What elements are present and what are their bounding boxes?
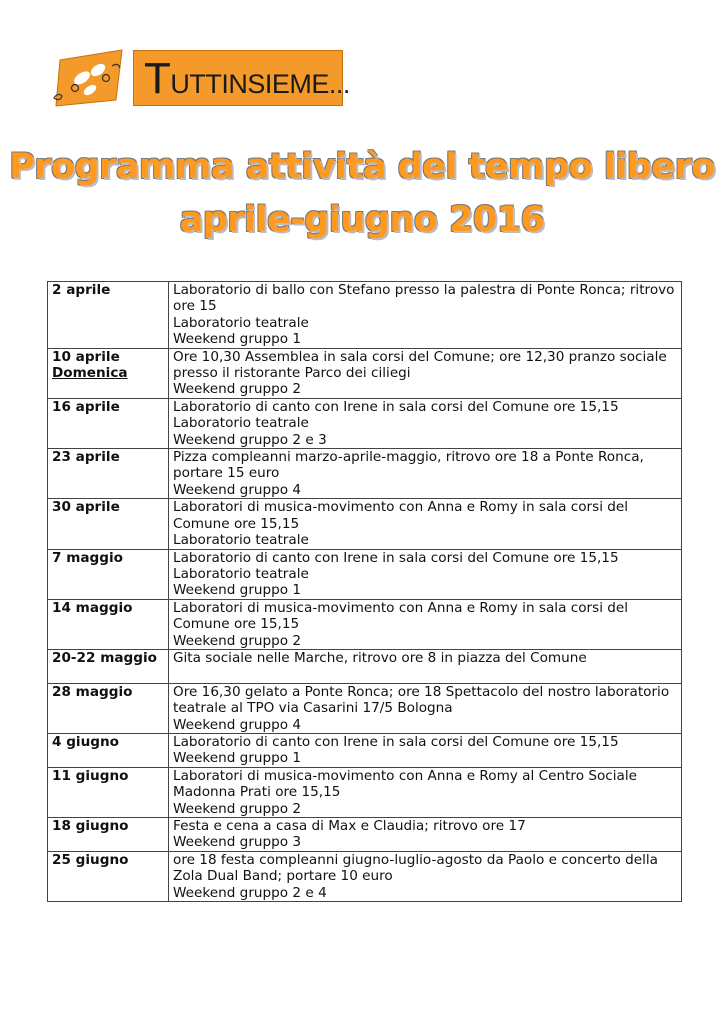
activity-line: portare 15 euro — [173, 465, 280, 482]
date-cell — [48, 348, 169, 398]
activity-line: Festa e cena a casa di Max e Claudia; ritrovo ore 17 — [173, 818, 526, 834]
activity-line: ore 18 festa compleanni giugno-luglio-agosto da Paolo e concerto della — [173, 851, 658, 868]
date-label: 28 maggio — [52, 683, 133, 700]
activity-cell — [169, 449, 682, 499]
schedule-table — [47, 281, 682, 902]
date-cell — [48, 499, 169, 549]
activity-cell — [169, 851, 682, 901]
date-cell — [48, 851, 169, 901]
date-label: 18 giugno — [52, 818, 129, 834]
activity-line: Ore 10,30 Assemblea in sala corsi del Comune; ore 12,30 pranzo sociale — [173, 348, 667, 365]
table-row — [48, 767, 682, 817]
activity-cell — [169, 683, 682, 733]
date-cell — [48, 282, 169, 349]
activity-cell — [169, 818, 682, 852]
activity-line: Laboratori di musica-movimento con Anna e Romy al Centro Sociale — [173, 767, 637, 784]
activity-line: Weekend gruppo 4 — [173, 481, 302, 498]
date-cell — [48, 767, 169, 817]
activity-line: Laboratorio di canto con Irene in sala corsi del Comune ore 15,15 — [173, 398, 619, 415]
table-row — [48, 818, 682, 852]
table-row — [48, 649, 682, 683]
table-row — [48, 549, 682, 599]
activity-cell — [169, 282, 682, 349]
activity-line: Weekend gruppo 1 — [173, 750, 302, 767]
date-label: 2 aprile — [52, 282, 111, 298]
activity-cell — [169, 398, 682, 448]
date-label: 16 aprile — [52, 398, 120, 415]
table-row — [48, 851, 682, 901]
logo-wordmark — [144, 54, 350, 104]
date-label: 25 giugno — [52, 851, 129, 868]
table-row — [48, 282, 682, 349]
activity-line: Weekend gruppo 2 — [173, 800, 302, 817]
date-cell — [48, 733, 169, 767]
activity-line: Comune ore 15,15 — [173, 616, 300, 633]
activity-line: Laboratorio di canto con Irene in sala corsi del Comune ore 15,15 — [173, 733, 619, 750]
activity-line: Weekend gruppo 2 e 3 — [173, 431, 327, 448]
activity-line: Laboratorio teatrale — [173, 415, 309, 432]
activity-cell — [169, 649, 682, 683]
date-cell — [48, 683, 169, 733]
activity-line: Madonna Prati ore 15,15 — [173, 784, 341, 801]
activity-line: Laboratori di musica-movimento con Anna e Romy in sala corsi del — [173, 499, 629, 516]
people-holding-hands-icon — [46, 48, 126, 108]
date-label: 14 maggio — [52, 599, 133, 616]
activity-line: Weekend gruppo 1 — [173, 331, 302, 348]
activity-line: Zola Dual Band; portare 10 euro — [173, 868, 393, 885]
page-title-line-2: aprile-giugno 2016 — [179, 200, 545, 240]
date-label: 11 giugno — [52, 767, 129, 784]
activity-line: Ore 16,30 gelato a Ponte Ronca; ore 18 Spettacolo del nostro laboratorio — [173, 683, 670, 700]
activity-cell — [169, 549, 682, 599]
activity-line: Weekend gruppo 2 — [173, 381, 302, 398]
activity-cell — [169, 733, 682, 767]
table-row — [48, 348, 682, 398]
date-label: 20-22 maggio — [52, 649, 158, 666]
table-row — [48, 449, 682, 499]
header-logo — [46, 48, 350, 112]
activity-line: Laboratorio di canto con Irene in sala corsi del Comune ore 15,15 — [173, 549, 619, 566]
activity-cell — [169, 499, 682, 549]
date-label: 23 aprile — [52, 449, 120, 466]
activity-line: Comune ore 15,15 — [173, 515, 300, 532]
activity-line: Pizza compleanni marzo-aprile-maggio, ritrovo ore 18 a Ponte Ronca, — [173, 449, 644, 466]
date-cell — [48, 398, 169, 448]
date-label: 7 maggio — [52, 549, 123, 566]
page-title-line-1: Programma attività del tempo libero — [9, 147, 715, 187]
date-label: 30 aprile — [52, 499, 120, 516]
date-cell — [48, 449, 169, 499]
activity-line: Gita sociale nelle Marche, ritrovo ore 8 in piazza del Comune — [173, 649, 587, 666]
date-cell — [48, 649, 169, 683]
date-cell — [48, 599, 169, 649]
logo-initial: T — [144, 54, 171, 103]
date-cell — [48, 818, 169, 852]
activity-cell — [169, 599, 682, 649]
activity-line: ore 15 — [173, 298, 217, 315]
table-row — [48, 733, 682, 767]
date-cell — [48, 549, 169, 599]
day-label: Domenica — [52, 365, 128, 382]
activity-cell — [169, 767, 682, 817]
activity-line: Laboratorio teatrale — [173, 532, 309, 549]
date-label: 10 aprile — [52, 348, 120, 365]
table-row — [48, 683, 682, 733]
activity-line — [173, 666, 677, 682]
table-row — [48, 499, 682, 549]
table-row — [48, 398, 682, 448]
activity-line: Laboratorio di ballo con Stefano presso la palestra di Ponte Ronca; ritrovo — [173, 282, 675, 298]
activity-line: Laboratorio teatrale — [173, 314, 309, 331]
activity-line: Weekend gruppo 3 — [173, 834, 302, 851]
activity-cell — [169, 348, 682, 398]
logo-rest: UTTINSIEME... — [170, 69, 350, 99]
date-label: 4 giugno — [52, 733, 120, 750]
activity-line: Weekend gruppo 1 — [173, 582, 302, 599]
activity-line: Laboratorio teatrale — [173, 565, 309, 582]
activity-line: Weekend gruppo 4 — [173, 716, 302, 733]
activity-line: Laboratori di musica-movimento con Anna e Romy in sala corsi del — [173, 599, 629, 616]
activity-line: Weekend gruppo 2 e 4 — [173, 884, 327, 901]
activity-line: teatrale al TPO via Casarini 17/5 Bologna — [173, 700, 453, 717]
table-row — [48, 599, 682, 649]
activity-line: presso il ristorante Parco dei ciliegi — [173, 365, 411, 382]
activity-line: Weekend gruppo 2 — [173, 632, 302, 649]
